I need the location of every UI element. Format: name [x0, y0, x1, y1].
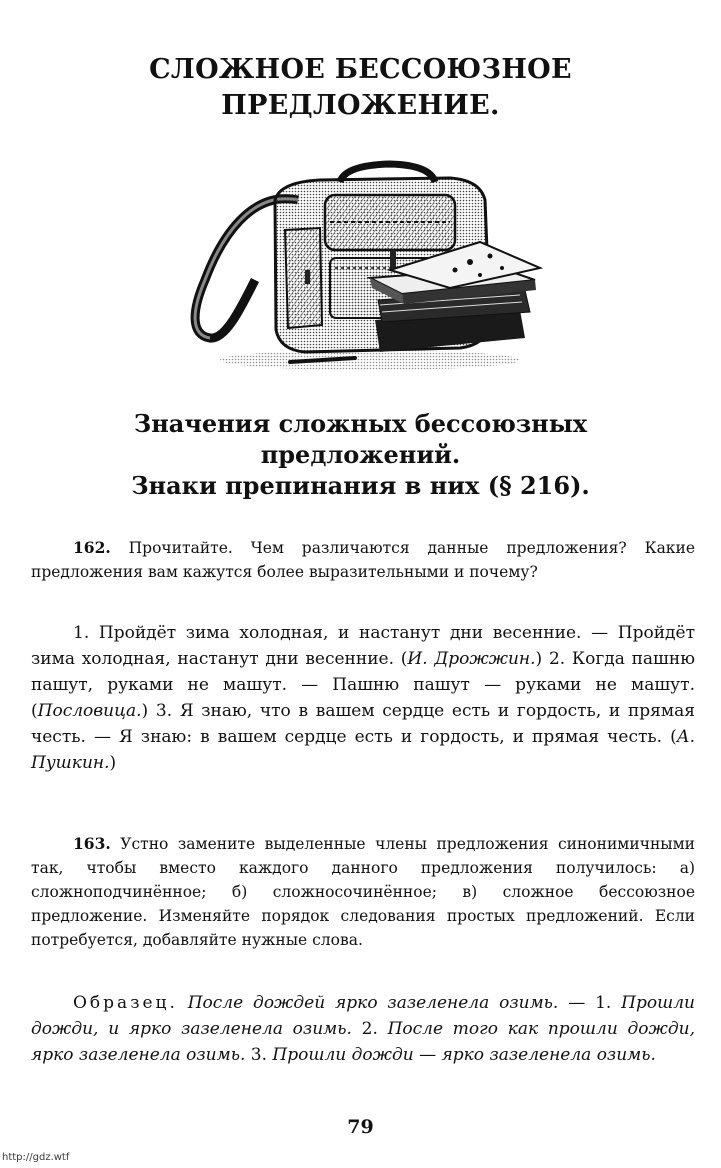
exercise-task-text: Устно замените выделенные члены предложения синонимичными так, чтобы вместо каждого данного предложения получилось: а) сложноподчинённое; б) сложносочинённое; в) сложное бессоюзное предложение. Изменяйте порядок следования простых предложений. Если потребуется, добавляйте нужные слова.: [31, 835, 695, 949]
exercise-163-task: [31, 832, 695, 952]
chapter-title: [0, 52, 721, 124]
example-number: 3.: [155, 701, 173, 721]
example-text: ): [141, 701, 156, 721]
example-author: А. Пушкин.: [31, 727, 695, 773]
section-title-line1: Значения сложных бессоюзных: [133, 409, 588, 438]
sample-number: 2.: [361, 1019, 378, 1039]
sample-sentence: Прошли дожди, и ярко зазеленела озимь.: [31, 993, 695, 1039]
example-number: 2.: [548, 649, 566, 669]
sample-sentence: После того как прошли дожди, ярко зазеленела озимь.: [31, 1019, 695, 1065]
exercise-number: 162.: [73, 538, 111, 557]
example-author: Пословица.: [37, 701, 142, 721]
section-title-line3: Знаки препинания в них (§ 216).: [131, 471, 590, 500]
exercise-number: 163.: [73, 834, 111, 853]
section-title-line2: предложений.: [260, 440, 461, 469]
watermark-link[interactable]: http://gdz.wtf: [2, 1152, 70, 1163]
chapter-title-line1: СЛОЖНОЕ БЕССОЮЗНОЕ: [149, 54, 572, 85]
exercise-162-examples: [31, 620, 695, 776]
schoolbag-with-books-illustration: [180, 160, 550, 375]
example-text: Пройдёт зима холодная, и настанут дни весенние. — Пройдёт зима холодная, настанут дни весенние. (: [31, 623, 695, 669]
sample-label: Образец.: [73, 993, 178, 1013]
exercise-task-text: Прочитайте. Чем различаются данные предложения? Какие предложения вам кажутся более выразительными и почему?: [31, 539, 695, 581]
example-text: Когда пашню пашут, руками не машут. — Пашню пашут — руками не машут. (: [31, 649, 695, 721]
chapter-title-line2: ПРЕДЛОЖЕНИЕ.: [221, 90, 500, 121]
example-text: Я знаю, что в вашем сердце есть и гордость, и прямая честь. — Я знаю: в вашем сердце есть и гордость, и прямая честь. (: [31, 701, 695, 747]
page-number: 79: [347, 1116, 374, 1138]
example-number: 1.: [73, 623, 90, 643]
example-author: И. Дрожжин.: [407, 649, 536, 669]
sample-sentence: Прошли дожди — ярко зазеленела озимь.: [267, 1045, 656, 1065]
section-title: [0, 408, 721, 501]
exercise-163-sample: [31, 990, 695, 1068]
sample-number: 1.: [595, 993, 612, 1013]
example-text: ): [109, 753, 117, 773]
example-text: ): [535, 649, 549, 669]
exercise-162-task: [31, 536, 695, 584]
sample-number: 3.: [250, 1045, 268, 1065]
sample-sentence: После дождей ярко зазеленела озимь. —: [177, 993, 596, 1013]
